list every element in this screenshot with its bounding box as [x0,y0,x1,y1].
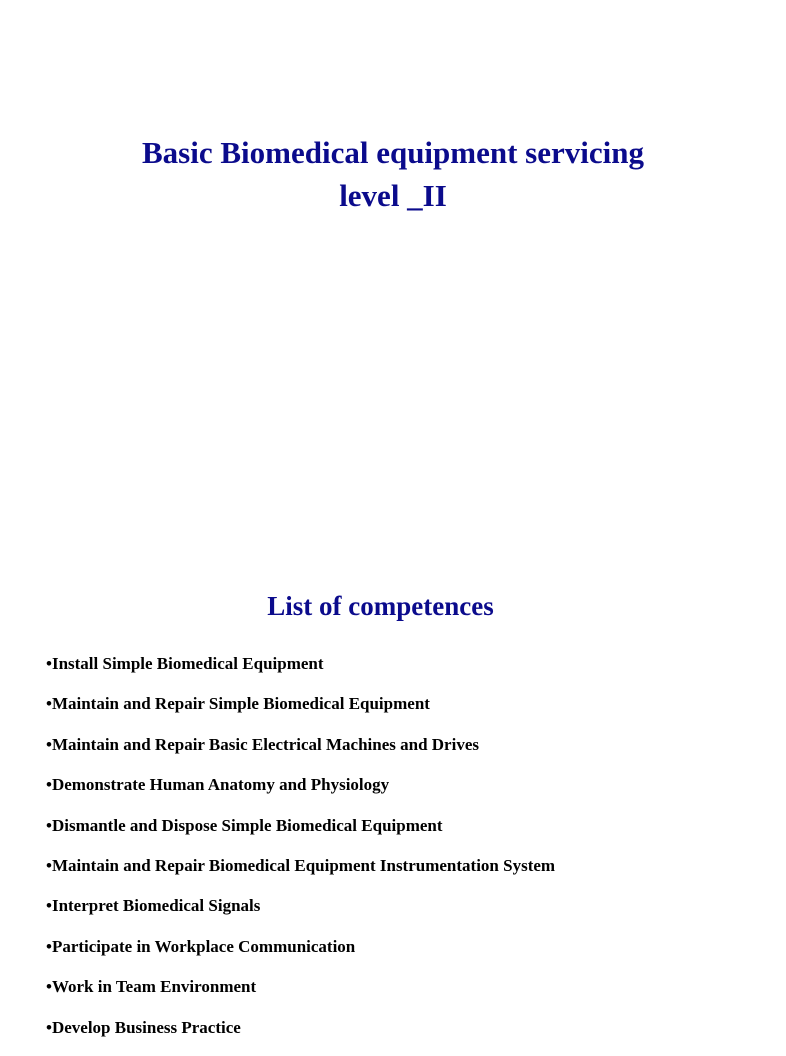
competence-item: •Install Simple Biomedical Equipment [46,654,324,673]
competences-heading: List of competences [267,591,494,621]
competence-item: •Maintain and Repair Simple Biomedical Equipment [46,694,430,714]
competences-list [46,652,555,1056]
document-title [0,131,786,217]
document-title-line-1: Basic Biomedical equipment servicing [141,135,644,170]
competence-item: •Dismantle and Dispose Simple Biomedical Equipment [46,815,443,835]
competence-item: •Maintain and Repair Biomedical Equipment Instrumentation System [46,855,556,875]
competence-item: •Develop Business Practice [46,1017,241,1037]
competence-item: •Demonstrate Human Anatomy and Physiology [46,775,390,795]
document-title-line-2: level _II [339,178,447,213]
competence-item: •Interpret Biomedical Signals [46,896,261,916]
competence-item: •Participate in Workplace Communication [46,936,356,956]
competence-item: •Work in Team Environment [46,977,257,997]
competence-item: •Maintain and Repair Basic Electrical Machines and Drives [46,734,479,754]
